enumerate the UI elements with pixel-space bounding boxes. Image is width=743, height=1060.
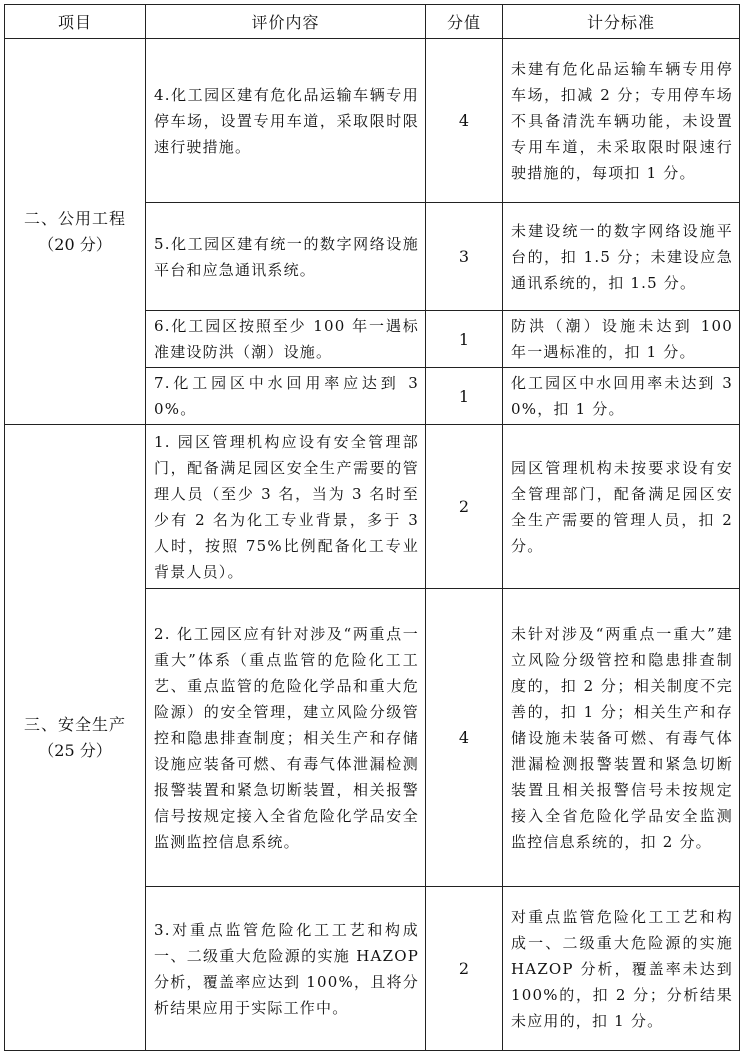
content-text: 6.化工园区按照至少 100 年一遇标准建设防洪（潮）设施。 [154,317,419,361]
category-cell-safety-production [5,425,146,1051]
score-cell: 1 [426,368,503,425]
standard-text: 对重点监管危险化工工艺和构成一、二级重大危险源的实施 HAZOP 分析，覆盖率未达到 100%的，扣 2 分；分析结果未应用的，扣 1 分。 [511,907,733,1030]
standard-text: 未针对涉及“两重点一重大”建立风险分级管控和隐患排查制度的，扣 2 分；相关制度不完善的，扣 1 分；相关生产和存储设施未装备可燃、有毒气体泄漏检测报警装置和紧急切断装置且相关报警信号未按规定接入全省危险化学品安全监测监控信息系统的，扣 2 分。 [511,624,733,851]
standard-text: 防洪（潮）设施未达到 100 年一遇标准的，扣 1 分。 [511,317,733,361]
table-row [5,425,740,589]
content-cell [146,39,426,203]
header-item: 项目 [5,5,146,39]
content-cell [146,368,426,425]
standard-cell [503,368,740,425]
score-cell: 1 [426,311,503,368]
content-text: 5.化工园区建有统一的数字网络设施平台和应急通讯系统。 [154,234,419,279]
category-cell-public-works [5,39,146,425]
content-cell [146,311,426,368]
category-name: 二、公用工程 [23,208,126,228]
score-cell: 4 [426,589,503,887]
score-cell: 2 [426,425,503,589]
content-cell [146,203,426,311]
category-name: 三、安全生产 [23,714,126,734]
header-score: 分值 [426,5,503,39]
standard-text: 园区管理机构未按要求设有安全管理部门，配备满足园区安全生产需要的管理人员，扣 2 分。 [511,458,733,555]
standard-text: 未建设统一的数字网络设施平台的，扣 1.5 分；未建设应急通讯系统的，扣 1.5 分。 [511,221,733,292]
score-cell: 4 [426,39,503,203]
category-score: （25 分） [38,740,112,760]
standard-text: 未建有危化品运输车辆专用停车场，扣减 2 分；专用停车场不具备清洗车辆功能，未设置专用车道，未采取限时限速行驶措施的，每项扣 1 分。 [511,59,733,182]
standard-cell [503,39,740,203]
standard-cell [503,589,740,887]
content-text: 2. 化工园区应有针对涉及“两重点一重大”体系（重点监管的危险化工工艺、重点监管的危险化学品和重大危险源）的安全管理，建立风险分级管控和隐患排查制度；相关生产和存储设施应装备可燃、有毒气体泄漏检测报警装置和紧急切断装置，相关报警信号按规定接入全省危险化学品安全监测监控信息系统。 [154,624,419,851]
content-text: 7.化工园区中水回用率应达到 30%。 [154,374,419,418]
standard-cell [503,425,740,589]
score-cell: 3 [426,203,503,311]
content-cell [146,589,426,887]
category-score: （20 分） [38,234,112,254]
table-row [5,39,740,203]
standard-cell [503,311,740,368]
content-text: 4.化工园区建有危化品运输车辆专用停车场，设置专用车道，采取限时限速行驶措施。 [154,85,419,156]
table-header-row [5,5,740,39]
score-cell: 2 [426,887,503,1051]
standard-cell [503,887,740,1051]
evaluation-table [4,4,740,1051]
standard-cell [503,203,740,311]
content-cell [146,887,426,1051]
content-text: 1. 园区管理机构应设有安全管理部门，配备满足园区安全生产需要的管理人员（至少 3 名，当为 3 名时至少有 2 名为化工专业背景，多于 3 人时，按照 75%比例配备化工专业背景人员）。 [154,432,419,581]
header-standard: 计分标准 [503,5,740,39]
content-text: 3.对重点监管危险化工工艺和构成一、二级重大危险源的实施 HAZOP 分析，覆盖率应达到 100%，且将分析结果应用于实际工作中。 [154,920,419,1017]
standard-text: 化工园区中水回用率未达到 30%，扣 1 分。 [511,374,733,418]
content-cell [146,425,426,589]
header-content: 评价内容 [146,5,426,39]
